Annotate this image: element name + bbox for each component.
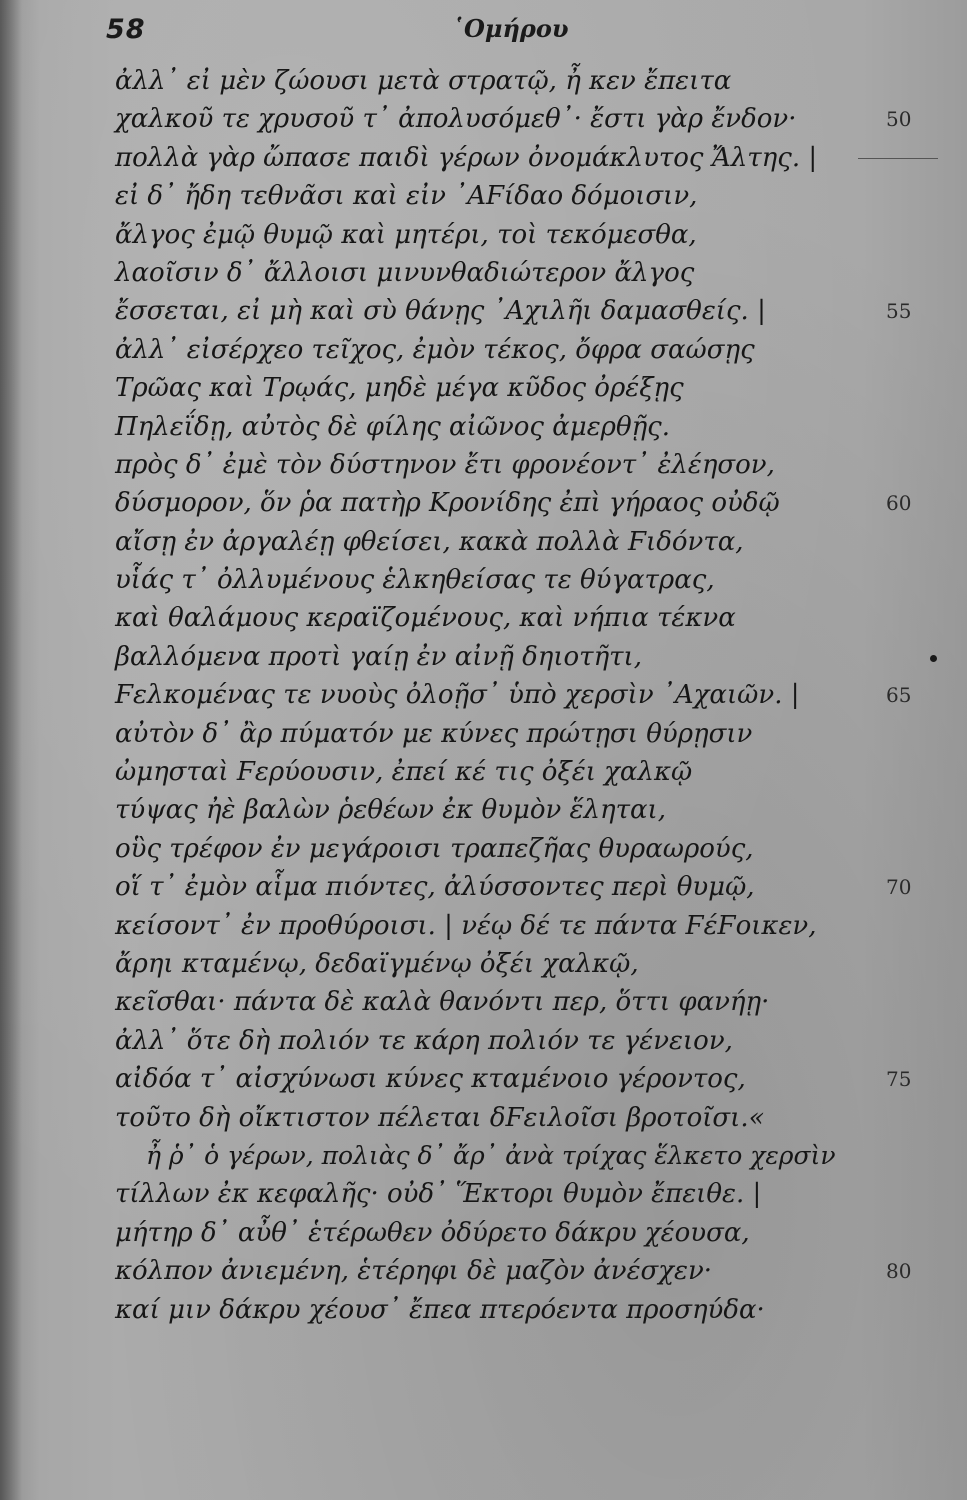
verse-text: αἴσῃ ἐν ἀργαλέῃ φθείσει, κακὰ πολλὰ Ϝιδόντα,: [115, 526, 744, 557]
line-number: 50: [886, 107, 912, 132]
verse-line: [0, 177, 967, 215]
verse-line: [0, 1214, 967, 1252]
verse-text: βαλλόμενα προτὶ γαίῃ ἐν αἰνῇ δηιοτῆτι,: [115, 641, 642, 672]
verse-text: χαλκοῦ τε χρυσοῦ τ᾽ ἀπολυσόμεθ᾽· ἔστι γὰρ ἔνδον·: [115, 104, 797, 135]
verse-line: [0, 599, 967, 637]
verse-line: [0, 139, 967, 177]
margin-dot: [930, 655, 937, 662]
verse-text: οἵ τ᾽ ἐμὸν αἷμα πιόντες, ἀλύσσοντες περὶ θυμῷ,: [115, 872, 755, 903]
verse-text: ἄλγος ἐμῷ θυμῷ καὶ μητέρι, τοὶ τεκόμεσθα,: [115, 219, 697, 250]
verse-line: [0, 1099, 967, 1137]
verse-line: [0, 676, 967, 714]
verse-text: τίλλων ἐκ κεφαλῆς· οὐδ᾽ Ἕκτορι θυμὸν ἔπειθε. |: [115, 1179, 762, 1210]
verse-line: [0, 638, 967, 676]
verse-line: [0, 753, 967, 791]
verse-line: [0, 331, 967, 369]
line-number: 55: [886, 299, 912, 324]
verse-text: καὶ θαλάμους κεραϊζομένους, καὶ νήπια τέκνα: [115, 603, 736, 634]
verse-text: οὓς τρέφον ἐν μεγάροισι τραπεζῆας θυραωρούς,: [115, 833, 754, 864]
verse-text: κόλπον ἀνιεμένη, ἑτέρηφι δὲ μαζὸν ἀνέσχεν·: [115, 1256, 713, 1287]
verse-line: [0, 791, 967, 829]
verse-line: [0, 1022, 967, 1060]
verse-text: τύψας ἠὲ βαλὼν ῥεθέων ἐκ θυμὸν ἕληται,: [115, 795, 666, 826]
verse-line: [0, 1291, 967, 1329]
verse-line: [0, 254, 967, 292]
verse-text: κεῖσθαι· πάντα δὲ καλὰ θανόντι περ, ὅττι φανήῃ·: [115, 987, 770, 1018]
verse-line: [0, 983, 967, 1021]
verse-text: ἀλλ᾽ εἰ μὲν ζώουσι μετὰ στρατῷ, ἦ κεν ἔπειτα: [115, 66, 732, 96]
line-number: 75: [886, 1067, 912, 1092]
verse-line: [0, 907, 967, 945]
page-number: 58: [106, 14, 146, 45]
verse-text: πρὸς δ᾽ ἐμὲ τὸν δύστηνον ἔτι φρονέοντ᾽ ἐλέησον,: [115, 449, 775, 480]
verse-line: [0, 1175, 967, 1213]
verse-text: καί μιν δάκρυ χέουσ᾽ ἔπεα πτερόεντα προσηύδα·: [115, 1294, 765, 1325]
verse-block: [0, 62, 967, 1329]
verse-text: Πηλεΐδῃ, αὐτὸς δὲ φίλης αἰῶνος ἀμερθῇς.: [115, 411, 671, 442]
verse-text: πολλὰ γὰρ ὤπασε παιδὶ γέρων ὀνομάκλυτος Ἄλτης. |: [115, 142, 818, 173]
verse-text: ἀλλ᾽ ὅτε δὴ πολιόν τε κάρη πολιόν τε γένειον,: [115, 1025, 733, 1056]
verse-text: ἔσσεται, εἰ μὴ καὶ σὺ θάνῃς ᾿Αχιλῆι δαμασθείς. |: [115, 296, 766, 327]
line-number: 60: [886, 491, 912, 516]
verse-line: [0, 62, 967, 100]
verse-text: αὐτὸν δ᾽ ἂρ πύματόν με κύνες πρώτῃσι θύρῃσιν: [115, 718, 753, 749]
verse-text: κείσοντ᾽ ἐν προθύροισι. | νέῳ δέ τε πάντα ϜέϜοικεν,: [115, 910, 817, 941]
verse-line: [0, 292, 967, 330]
verse-line: [0, 446, 967, 484]
verse-text: εἰ δ᾽ ἤδη τεθνᾶσι καὶ εἰν ᾿ΑϜίδαο δόμοισιν,: [115, 181, 698, 212]
verse-line: [0, 408, 967, 446]
verse-line: [0, 1060, 967, 1098]
verse-text: Τρῶας καὶ Τρῳάς, μηδὲ μέγα κῦδος ὀρέξῃς: [115, 373, 684, 404]
verse-line: [0, 868, 967, 906]
verse-text: μήτηρ δ᾽ αὖθ᾽ ἑτέρωθεν ὀδύρετο δάκρυ χέουσα,: [115, 1217, 750, 1248]
verse-line: [0, 484, 967, 522]
verse-line: [0, 1252, 967, 1290]
verse-line: [0, 523, 967, 561]
verse-text: τοῦτο δὴ οἴκτιστον πέλεται δϜειλοῖσι βροτοῖσι.«: [115, 1102, 765, 1133]
verse-line: [0, 830, 967, 868]
verse-line: [0, 1137, 967, 1175]
verse-line: [0, 945, 967, 983]
margin-dash: [858, 158, 938, 159]
verse-text: υἷάς τ᾽ ὀλλυμένους ἑλκηθείσας τε θύγατρας,: [115, 565, 715, 596]
verse-line: [0, 369, 967, 407]
verse-line: [0, 216, 967, 254]
line-number: 70: [886, 875, 912, 900]
verse-text: ὠμησταὶ Ϝερύουσιν, ἐπεί κέ τις ὀξέι χαλκῷ: [115, 757, 693, 788]
verse-text: ἦ ῥ᾽ ὁ γέρων, πολιὰς δ᾽ ἄρ᾽ ἀνὰ τρίχας ἕλκετο χερσὶν: [146, 1140, 836, 1170]
verse-line: [0, 715, 967, 753]
verse-line: [0, 100, 967, 138]
verse-text: δύσμορον, ὅν ῥα πατὴρ Κρονίδης ἐπὶ γήραος οὐδῷ: [115, 488, 780, 519]
verse-text: Ϝελκομένας τε νυοὺς ὀλοῇσ᾽ ὑπὸ χερσὶν ᾿Αχαιῶν. |: [115, 680, 800, 711]
line-number: 65: [886, 683, 912, 708]
verse-text: ἀλλ᾽ εἰσέρχεο τεῖχος, ἐμὸν τέκος, ὄφρα σαώσῃς: [115, 334, 755, 365]
verse-text: λαοῖσιν δ᾽ ἄλλοισι μινυνθαδιώτερον ἄλγος: [115, 257, 695, 288]
line-number: 80: [886, 1259, 912, 1284]
verse-line: [0, 561, 967, 599]
running-title: ῾Ομήρου: [452, 14, 569, 43]
verse-text: ἄρηι κταμένῳ, δεδαϊγμένῳ ὀξέι χαλκῷ,: [115, 948, 639, 979]
verse-text: αἰδόα τ᾽ αἰσχύνωσι κύνες κταμένοιο γέροντος,: [115, 1064, 746, 1095]
